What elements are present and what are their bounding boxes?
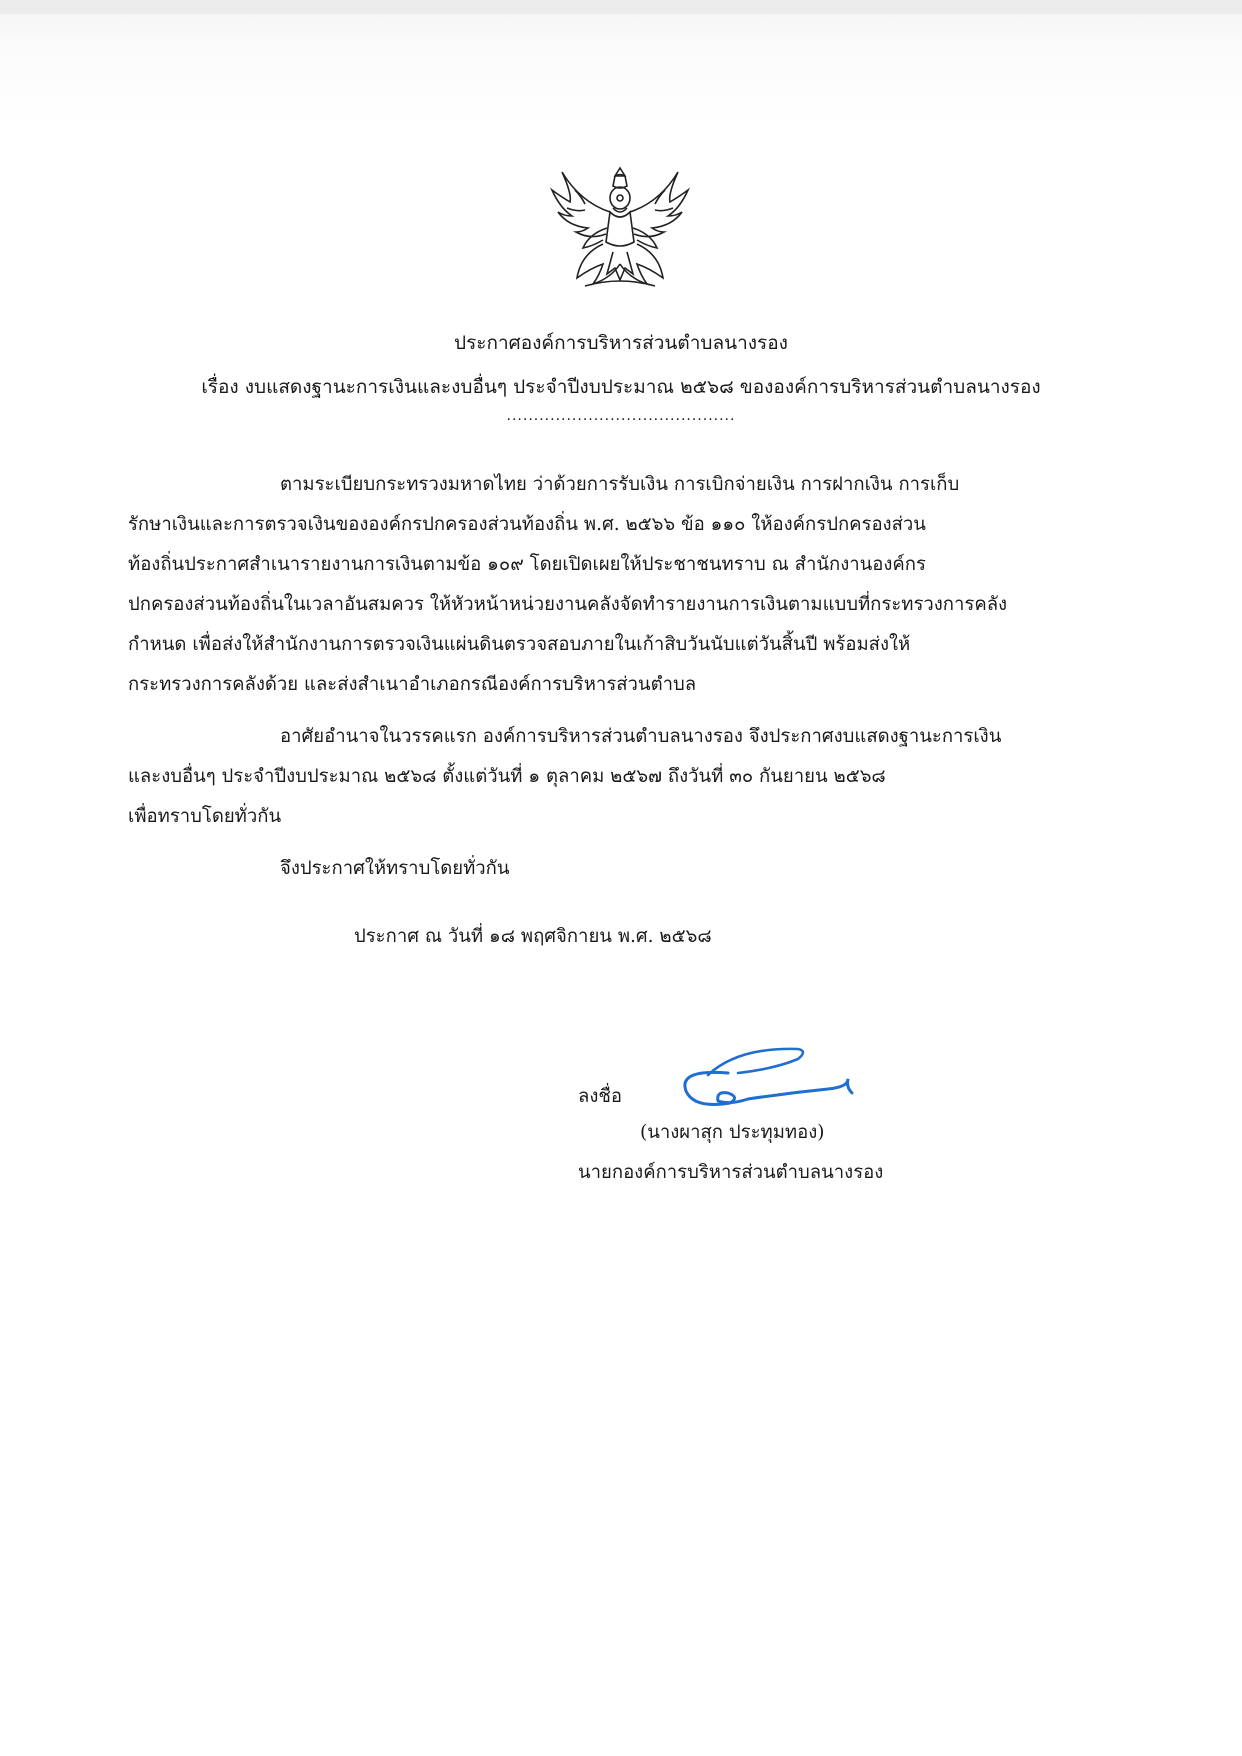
paragraph-1-line: รักษาเงินและการตรวจเงินขององค์กรปกครองส่วนท้องถิ่น พ.ศ. ๒๕๖๖ ข้อ ๑๑๐ ให้องค์กรปกครองส่วน <box>128 514 926 535</box>
garuda-emblem-icon <box>545 160 695 295</box>
paragraph-2-line: และงบอื่นๆ ประจำปีงบประมาณ ๒๕๖๘ ตั้งแต่วันที่ ๑ ตุลาคม ๒๕๖๗ ถึงวันที่ ๓๐ กันยายน ๒๕๖๘ <box>128 766 886 787</box>
handwritten-signature <box>668 1045 908 1115</box>
signatory-position: นายกองค์การบริหารส่วนตำบลนางรอง <box>578 1162 884 1183</box>
paragraph-2-line: เพื่อทราบโดยทั่วกัน <box>128 806 282 827</box>
separator-line: .......................................... <box>506 408 736 424</box>
paragraph-1-line: ตามระเบียบกระทรวงมหาดไทย ว่าด้วยการรับเงิน การเบิกจ่ายเงิน การฝากเงิน การเก็บ <box>280 474 960 495</box>
paragraph-1-line: กำหนด เพื่อส่งให้สำนักงานการตรวจเงินแผ่นดินตรวจสอบภายในเก้าสิบวันนับแต่วันสิ้นปี พร้อมส่งให้ <box>128 634 911 655</box>
paragraph-2-line: อาศัยอำนาจในวรรคแรก องค์การบริหารส่วนตำบลนางรอง จึงประกาศงบแสดงฐานะการเงิน <box>280 726 1002 747</box>
paragraph-1-line: กระทรวงการคลังด้วย และส่งสำเนาอำเภอกรณีองค์การบริหารส่วนตำบล <box>128 674 697 695</box>
signatory-name: (นางผาสุก ประทุมทอง) <box>640 1122 825 1143</box>
announcement-date: ประกาศ ณ วันที่ ๑๘ พฤศจิกายน พ.ศ. ๒๕๖๘ <box>354 926 712 947</box>
announcement-subject: เรื่อง งบแสดงฐานะการเงินและงบอื่นๆ ประจำปีงบประมาณ ๒๕๖๘ ขององค์การบริหารส่วนตำบลนางรอง <box>201 376 1041 398</box>
closing-statement: จึงประกาศให้ทราบโดยทั่วกัน <box>280 858 510 879</box>
paragraph-1-line: ปกครองส่วนท้องถิ่นในเวลาอันสมควร ให้หัวหน้าหน่วยงานคลังจัดทำรายงานการเงินตามแบบที่กระทรวงการคลัง <box>128 594 1008 615</box>
paragraph-1-line: ท้องถิ่นประกาศสำเนารายงานการเงินตามข้อ ๑๐๙ โดยเปิดเผยให้ประชาชนทราบ ณ สำนักงานองค์กร <box>128 554 926 575</box>
announcement-title: ประกาศองค์การบริหารส่วนตำบลนางรอง <box>454 332 788 354</box>
scan-edge <box>0 0 1242 14</box>
signature-label: ลงชื่อ <box>578 1086 623 1107</box>
